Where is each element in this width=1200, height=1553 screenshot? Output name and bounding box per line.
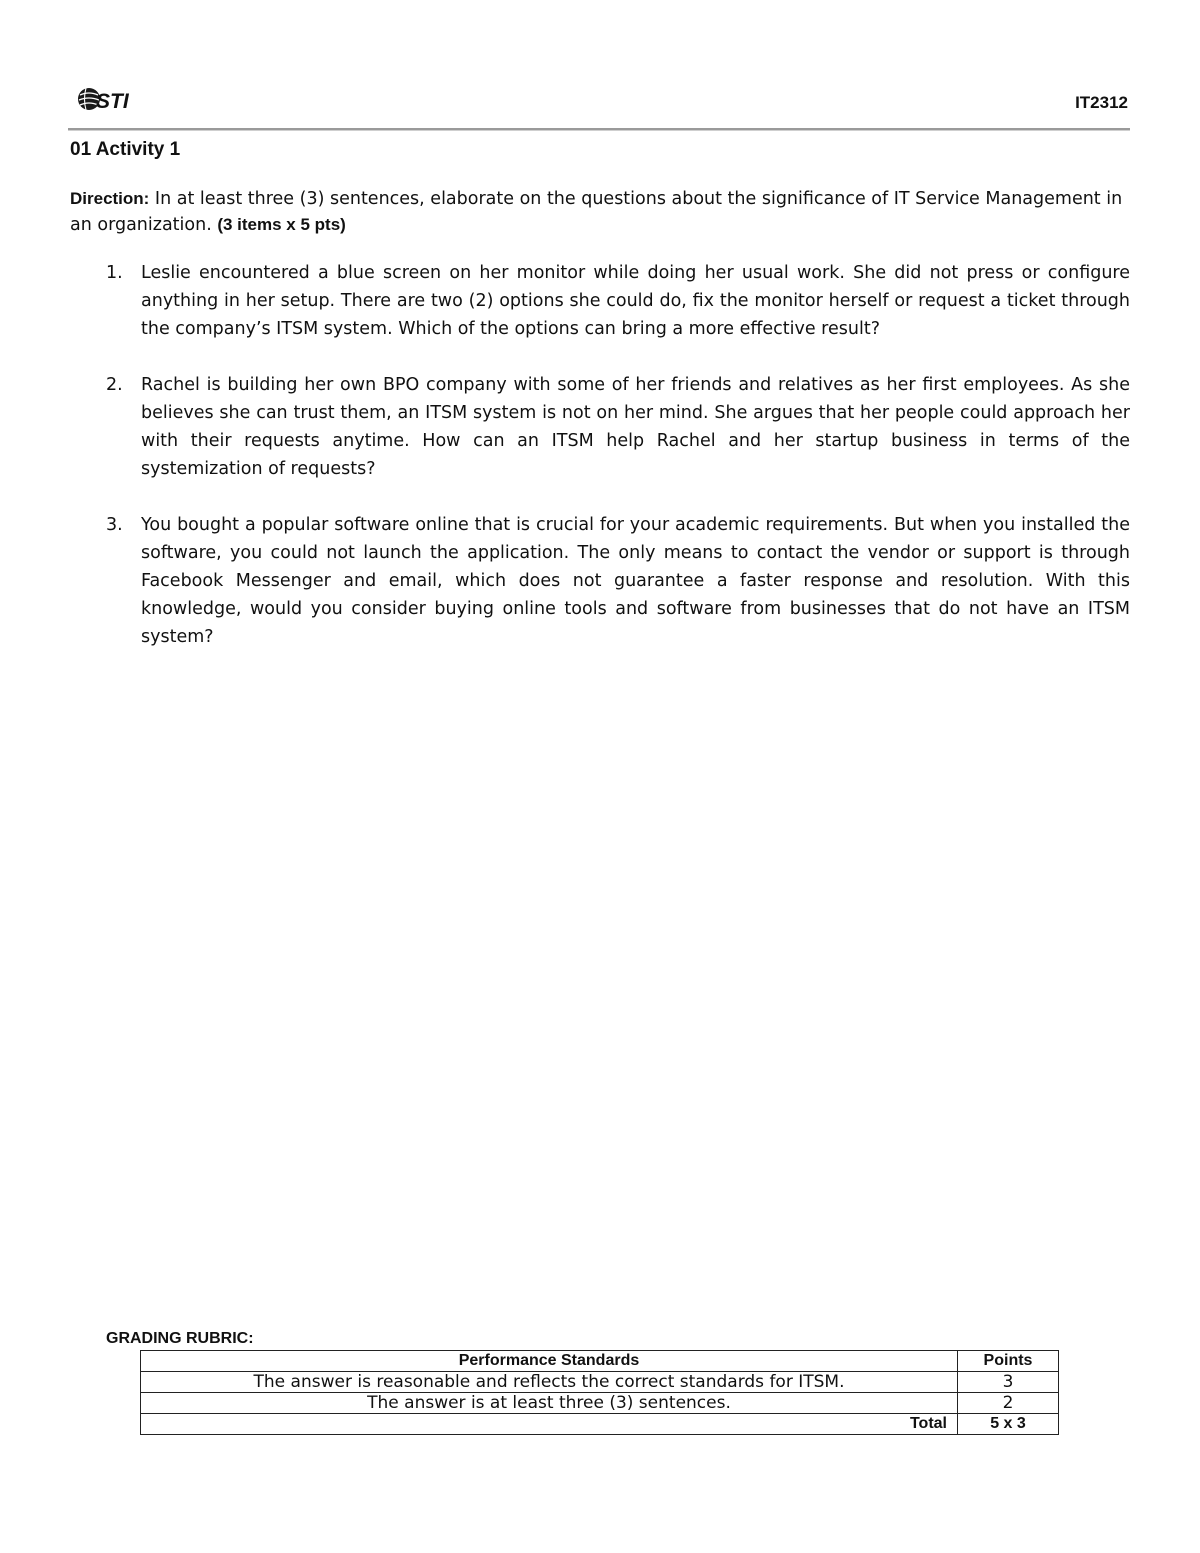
question-item-2 — [70, 371, 1130, 483]
standard-text: The answer is reasonable and reflects the correct standards for ITSM. — [253, 1372, 845, 1392]
points-cell: 2 — [958, 1393, 1059, 1414]
logo-wordmark: STI — [96, 90, 129, 113]
direction-points: (3 items x 5 pts) — [217, 215, 346, 234]
question-list — [70, 259, 1130, 679]
activity-title: 01 Activity 1 — [70, 139, 181, 160]
standard-cell — [141, 1372, 958, 1393]
points-cell: 3 — [958, 1372, 1059, 1393]
grading-rubric-table — [140, 1350, 1059, 1435]
standard-cell — [141, 1393, 958, 1414]
total-label: Total — [141, 1414, 958, 1435]
total-row — [141, 1414, 1059, 1435]
rubric-title: GRADING RUBRIC: — [106, 1330, 254, 1347]
header-divider — [68, 128, 1130, 131]
total-value: 5 x 3 — [958, 1414, 1059, 1435]
question-number: 2. — [106, 375, 123, 395]
course-code: IT2312 — [1075, 93, 1128, 112]
header-points: Points — [958, 1351, 1059, 1372]
direction-label: Direction: — [70, 189, 150, 208]
question-number: 1. — [106, 263, 123, 283]
sti-logo — [76, 84, 138, 114]
direction-text: In at least three (3) sentences, elaborate on the questions about the significance of IT Service Management in an organization. — [70, 189, 1123, 235]
question-number: 3. — [106, 515, 123, 535]
table-row — [141, 1393, 1059, 1414]
question-item-1 — [70, 259, 1130, 343]
question-text: You bought a popular software online that is crucial for your academic requirements. But when you installed the software, you could not launch the application. The only means to contact the vendor or support is through Facebook Messenger and email, which does not guarantee a faster response and resolution. With this knowledge, would you consider buying online tools and software from businesses that do not have an ITSM system? — [141, 515, 1130, 647]
table-row — [141, 1372, 1059, 1393]
direction-paragraph — [70, 186, 1130, 238]
standard-text: The answer is at least three (3) sentences. — [367, 1393, 731, 1413]
table-header-row — [141, 1351, 1059, 1372]
header-performance-standards: Performance Standards — [141, 1351, 958, 1372]
question-item-3 — [70, 511, 1130, 651]
question-text: Leslie encountered a blue screen on her monitor while doing her usual work. She did not press or configure anything in her setup. There are two (2) options she could do, fix the monitor herself or request a ticket through the company’s ITSM system. Which of the options can bring a more effective result? — [141, 263, 1130, 339]
question-text: Rachel is building her own BPO company with some of her friends and relatives as her first employees. As she believes she can trust them, an ITSM system is not on her mind. She argues that her people could approach her with their requests anytime. How can an ITSM help Rachel and her startup business in terms of the systemization of requests? — [141, 375, 1130, 479]
